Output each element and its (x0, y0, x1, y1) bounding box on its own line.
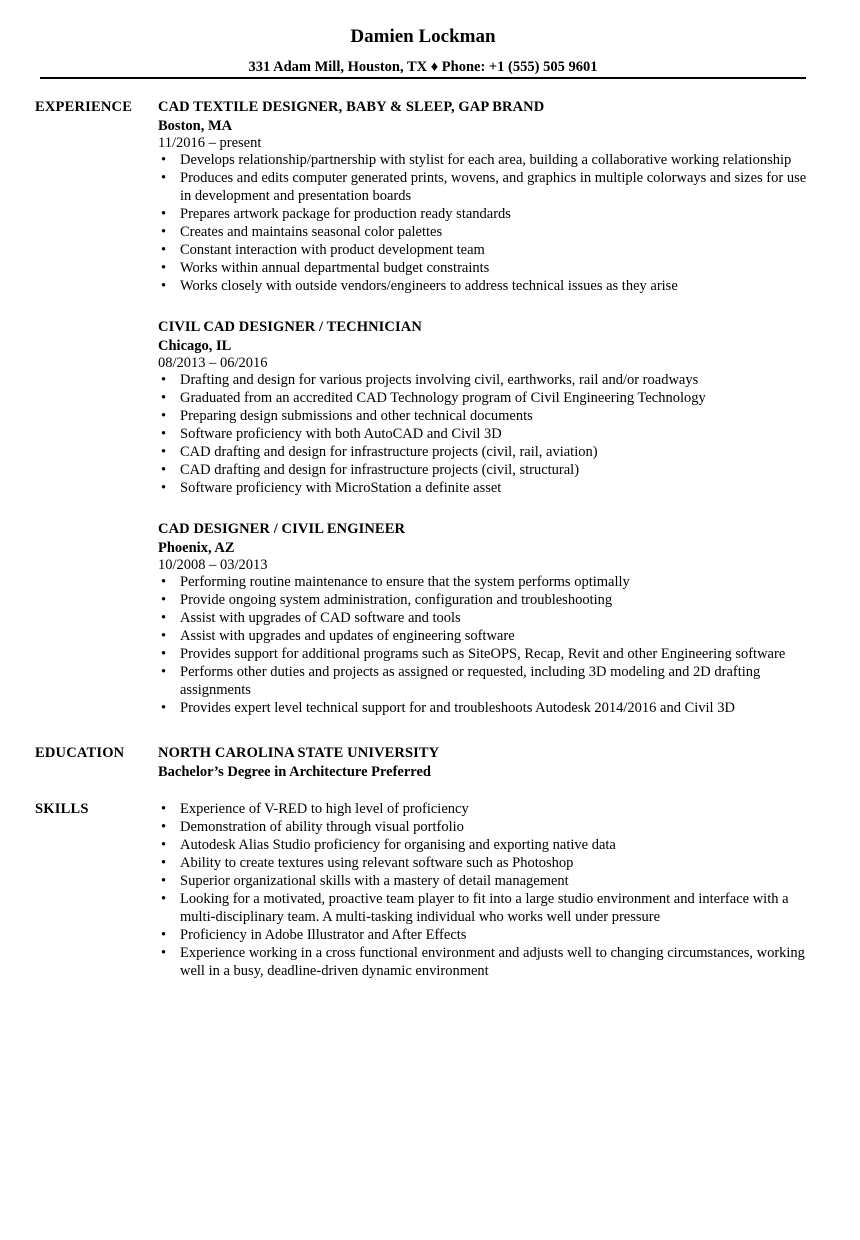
bullet-item: • Drafting and design for various projects involving civil, earthworks, rail and/or roadways (158, 371, 818, 389)
bullet-item: • Produces and edits computer generated prints, wovens, and graphics in multiple colorways and sizes for use in development and presentation boards (158, 169, 818, 205)
skill-item: • Ability to create textures using relevant software such as Photoshop (158, 854, 818, 872)
bullet-item: • Works closely with outside vendors/engineers to address technical issues as they arise (158, 277, 818, 295)
education-entry (158, 744, 818, 781)
bullet-item: • Provide ongoing system administration, configuration and troubleshooting (158, 591, 818, 609)
bullet-item: • Assist with upgrades of CAD software and tools (158, 609, 818, 627)
bullet-item: • Provides support for additional programs such as SiteOPS, Recap, Revit and other Engineering software (158, 645, 818, 663)
job-bullets (158, 151, 818, 295)
job-dates: 08/2013 – 06/2016 (158, 355, 268, 371)
bullet-item: • Constant interaction with product development team (158, 241, 818, 259)
skill-item: • Superior organizational skills with a mastery of detail management (158, 872, 818, 890)
skill-item: • Experience of V-RED to high level of proficiency (158, 800, 818, 818)
bullet-item: • Develops relationship/partnership with stylist for each area, building a collaborative working relationship (158, 151, 818, 169)
section-label-education: EDUCATION (35, 745, 125, 761)
job-dates: 10/2008 – 03/2013 (158, 557, 268, 573)
bullet-item: • Software proficiency with both AutoCAD and Civil 3D (158, 425, 818, 443)
school-name: NORTH CAROLINA STATE UNIVERSITY (158, 745, 440, 761)
job-location: Phoenix, AZ (158, 540, 235, 556)
bullet-item: • Works within annual departmental budget constraints (158, 259, 818, 277)
bullet-item: • Software proficiency with MicroStation a definite asset (158, 479, 818, 497)
skill-item: • Looking for a motivated, proactive team player to fit into a large studio environment and interface with a multi-disciplinary team. A multi-tasking individual who works well under pressure (158, 890, 818, 926)
bullet-item: • Performs other duties and projects as assigned or requested, including 3D modeling and 2D drafting assignments (158, 663, 818, 699)
job-entry (158, 318, 818, 497)
bullet-item: • Performing routine maintenance to ensure that the system performs optimally (158, 573, 818, 591)
job-entry (158, 520, 818, 717)
bullet-item: • Preparing design submissions and other technical documents (158, 407, 818, 425)
job-dates: 11/2016 – present (158, 135, 262, 151)
bullet-item: • CAD drafting and design for infrastructure projects (civil, rail, aviation) (158, 443, 818, 461)
job-location: Chicago, IL (158, 338, 232, 354)
bullet-item: • Assist with upgrades and updates of engineering software (158, 627, 818, 645)
job-title: CIVIL CAD DESIGNER / TECHNICIAN (158, 319, 422, 335)
skills-list (158, 800, 818, 980)
degree: Bachelor’s Degree in Architecture Preferred (158, 764, 431, 780)
bullet-item: • Graduated from an accredited CAD Technology program of Civil Engineering Technology (158, 389, 818, 407)
contact-line: 331 Adam Mill, Houston, TX ♦ Phone: +1 (555) 505 9601 (248, 59, 598, 75)
job-title: CAD TEXTILE DESIGNER, BABY & SLEEP, GAP BRAND (158, 99, 545, 115)
bullet-item: • CAD drafting and design for infrastructure projects (civil, structural) (158, 461, 818, 479)
bullet-item: • Prepares artwork package for production ready standards (158, 205, 818, 223)
job-title: CAD DESIGNER / CIVIL ENGINEER (158, 521, 406, 537)
job-bullets (158, 371, 818, 497)
job-bullets (158, 573, 818, 717)
bullet-item: • Creates and maintains seasonal color palettes (158, 223, 818, 241)
bullet-item: • Provides expert level technical support for and troubleshoots Autodesk 2014/2016 and Civil 3D (158, 699, 818, 717)
skill-item: • Autodesk Alias Studio proficiency for organising and exporting native data (158, 836, 818, 854)
section-label-skills: SKILLS (35, 801, 89, 817)
job-entry (158, 98, 818, 295)
job-location: Boston, MA (158, 118, 233, 134)
skills-entry (158, 800, 818, 980)
section-label-experience: EXPERIENCE (35, 99, 133, 115)
skill-item: • Demonstration of ability through visual portfolio (158, 818, 818, 836)
skill-item: • Experience working in a cross functional environment and adjusts well to changing circumstances, working well in a busy, deadline-driven dynamic environment (158, 944, 818, 980)
header-divider (40, 77, 806, 79)
resume-name: Damien Lockman (350, 26, 496, 47)
skill-item: • Proficiency in Adobe Illustrator and After Effects (158, 926, 818, 944)
